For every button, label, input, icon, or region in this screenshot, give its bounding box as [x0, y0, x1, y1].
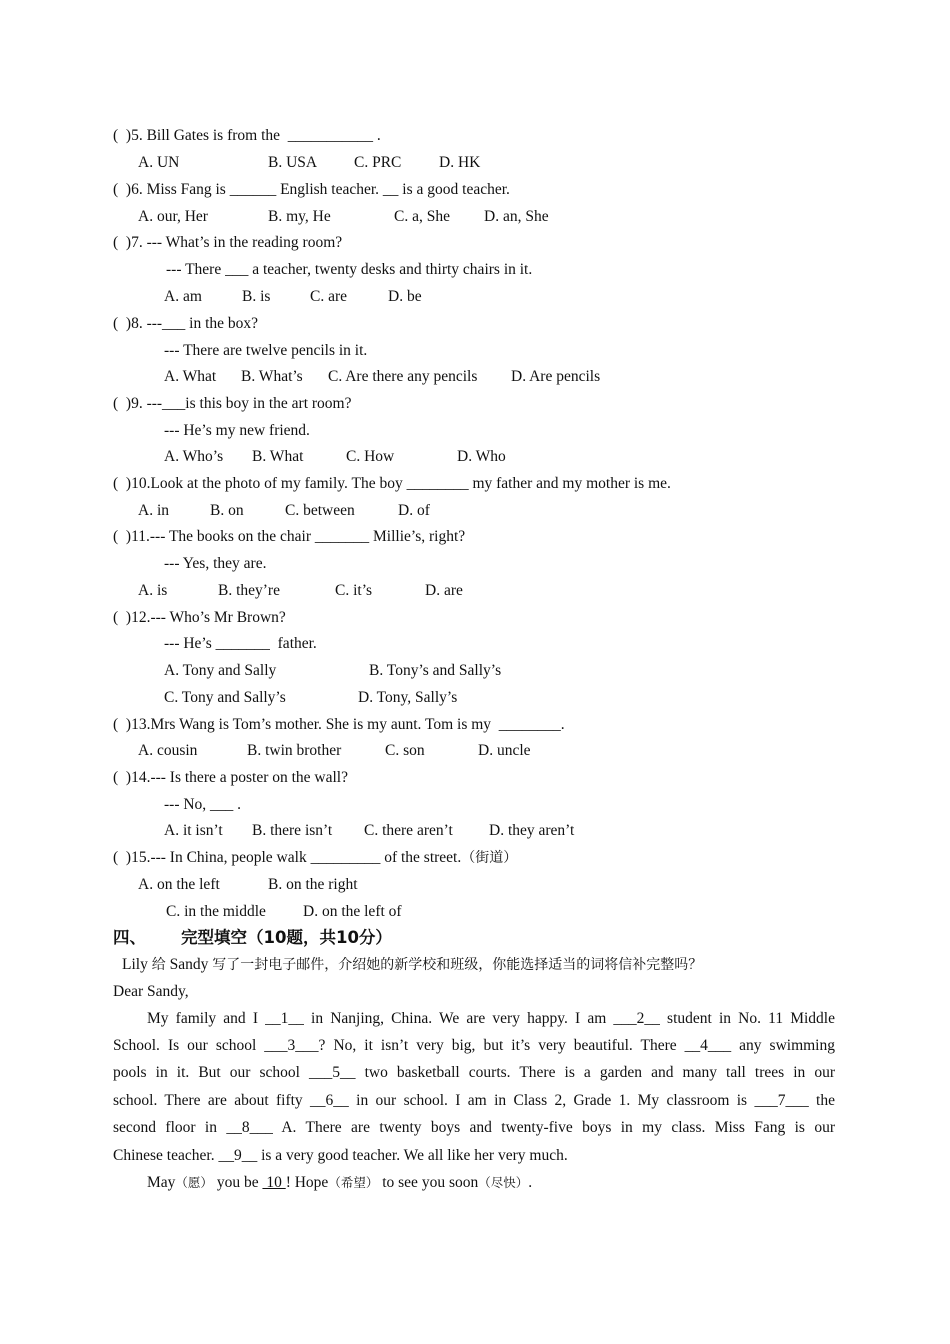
intro-instruction: 写了一封电子邮件，介绍她的新学校和班级，你能选择适当的词将信补完整吗？: [212, 957, 703, 973]
question-15-option-b: B. on the right: [268, 876, 358, 893]
question-7-option-d: D. be: [388, 288, 422, 305]
question-9-reply: --- He’s my new friend.: [164, 422, 310, 439]
question-15-stem-text: ( )15.--- In China, people walk _________ of the street.: [113, 849, 462, 866]
closing-may: May: [147, 1174, 176, 1191]
question-13-stem: ( )13.Mrs Wang is Tom’s mother. She is my aunt. Tom is my ________.: [113, 716, 565, 733]
question-10-option-b: B. on: [210, 502, 244, 519]
question-8-stem: ( )8. ---___ in the box?: [113, 315, 259, 332]
question-5-option-c: C. PRC: [354, 154, 402, 171]
question-7-reply: --- There ___ a teacher, twenty desks and thirty chairs in it.: [166, 261, 533, 278]
closing-hope: ! Hope: [285, 1174, 329, 1191]
question-14-reply: --- No, ___ .: [164, 796, 242, 813]
closing-you-be: you be: [212, 1174, 263, 1191]
question-11-option-b: B. they’re: [218, 582, 280, 599]
question-7-option-b: B. is: [242, 288, 271, 305]
question-15-stem: [113, 848, 517, 868]
question-6-option-b: B. my, He: [268, 208, 331, 225]
letter-line-6: Chinese teacher. __9__ is a very good teacher. We all like her very much.: [113, 1147, 568, 1164]
question-12-option-c: C. Tony and Sally’s: [164, 689, 286, 706]
question-14-option-c: C. there aren’t: [364, 822, 453, 839]
closing-see-you-soon: to see you soon: [378, 1174, 479, 1191]
letter-greeting: Dear Sandy,: [113, 983, 189, 1000]
letter-line-5: second floor in __8___ A. There are twenty boys and twenty-five boys in my class. Miss Fang is our: [113, 1119, 835, 1136]
closing-note-xiwang: （希望）: [328, 1175, 379, 1190]
question-7-stem: ( )7. --- What’s in the reading room?: [113, 234, 343, 251]
question-8-option-d: D. Are pencils: [511, 368, 601, 385]
question-9-option-a: A. Who’s: [164, 448, 224, 465]
intro-word-gei: 给: [151, 957, 166, 973]
question-13-option-b: B. twin brother: [247, 742, 342, 759]
question-15-stem-note: （街道）: [461, 850, 518, 866]
question-11-option-c: C. it’s: [335, 582, 373, 599]
question-12-option-d: D. Tony, Sally’s: [358, 689, 458, 706]
question-14-option-b: B. there isn’t: [252, 822, 333, 839]
section-4-number: 四、: [113, 928, 146, 947]
question-9-stem: ( )9. ---___is this boy in the art room?: [113, 395, 352, 412]
intro-name-sandy: Sandy: [169, 956, 209, 973]
section-4-intro: [122, 955, 702, 975]
closing-blank-10: 10: [262, 1174, 286, 1191]
question-10-option-c: C. between: [285, 502, 355, 519]
question-5-option-a: A. UN: [138, 154, 180, 171]
question-12-reply: --- He’s _______ father.: [164, 635, 317, 652]
question-11-reply: --- Yes, they are.: [164, 555, 267, 572]
question-10-option-a: A. in: [138, 502, 169, 519]
question-7-option-c: C. are: [310, 288, 348, 305]
question-14-option-d: D. they aren’t: [489, 822, 575, 839]
question-11-option-d: D. are: [425, 582, 463, 599]
question-5-option-b: B. USA: [268, 154, 318, 171]
letter-line-4: school. There are about fifty __6__ in our school. I am in Class 2, Grade 1. My classroom is ___7___ the: [113, 1092, 835, 1109]
question-9-option-c: C. How: [346, 448, 395, 465]
question-15-option-c: C. in the middle: [166, 903, 266, 920]
section-4-title: 完型填空（10题，共10分）: [181, 928, 392, 947]
question-6-option-d: D. an, She: [484, 208, 549, 225]
question-10-option-d: D. of: [398, 502, 430, 519]
question-8-reply: --- There are twelve pencils in it.: [164, 342, 368, 359]
question-10-stem: ( )10.Look at the photo of my family. The boy ________ my father and my mother is me.: [113, 475, 671, 492]
closing-note-jinkuai: （尽快）: [478, 1175, 529, 1190]
question-8-option-b: B. What’s: [241, 368, 303, 385]
question-6-option-c: C. a, She: [394, 208, 450, 225]
closing-period: .: [528, 1174, 533, 1191]
question-9-option-d: D. Who: [457, 448, 506, 465]
question-9-option-b: B. What: [252, 448, 304, 465]
closing-note-yuan: （愿）: [175, 1175, 213, 1190]
question-13-option-a: A. cousin: [138, 742, 198, 759]
question-7-option-a: A. am: [164, 288, 202, 305]
question-6-option-a: A. our, Her: [138, 208, 208, 225]
question-11-option-a: A. is: [138, 582, 168, 599]
question-5-option-d: D. HK: [439, 154, 481, 171]
letter-line-2: School. Is our school ___3___? No, it isn’t very big, but it’s very beautiful. There __4___ any swimming: [113, 1037, 835, 1054]
question-5-stem: ( )5. Bill Gates is from the ___________ .: [113, 127, 381, 144]
letter-closing: [147, 1173, 532, 1193]
question-6-stem: ( )6. Miss Fang is ______ English teacher. __ is a good teacher.: [113, 181, 510, 198]
question-11-stem: ( )11.--- The books on the chair _______ Millie’s, right?: [113, 528, 466, 545]
question-14-stem: ( )14.--- Is there a poster on the wall?: [113, 769, 348, 786]
question-13-option-c: C. son: [385, 742, 425, 759]
letter-line-1: My family and I __1__ in Nanjing, China. We are very happy. I am ___2__ student in No. 11 Middle: [147, 1010, 835, 1027]
question-8-option-a: A. What: [164, 368, 217, 385]
question-14-option-a: A. it isn’t: [164, 822, 223, 839]
question-12-option-b: B. Tony’s and Sally’s: [369, 662, 502, 679]
question-8-option-c: C. Are there any pencils: [328, 368, 478, 385]
question-15-option-d: D. on the left of: [303, 903, 402, 920]
question-12-stem: ( )12.--- Who’s Mr Brown?: [113, 609, 286, 626]
question-13-option-d: D. uncle: [478, 742, 531, 759]
letter-line-3: pools in it. But our school ___5__ two basketball courts. There is a garden and many tall trees in our: [113, 1064, 835, 1081]
question-12-option-a: A. Tony and Sally: [164, 662, 277, 679]
intro-name-lily: Lily: [122, 956, 148, 973]
question-15-option-a: A. on the left: [138, 876, 220, 893]
